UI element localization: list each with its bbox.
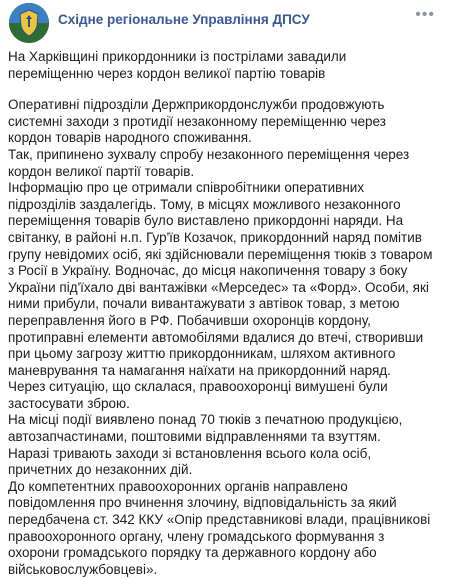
post-title: На Харківщині прикордонники із пострілами завадили переміщенню через кордон великої партію товарів — [8, 49, 347, 81]
post-text — [6, 49, 445, 578]
post-paragraph: До компетентних правоохоронних органів направлено повідомлення про вчинення злочину, відповідальність за який передбачена ст. 342 ККУ «Опір представникові влади, працівникові правоохоронного органу, члену громадського формування з охорони громадського порядку та державного кордону або військовослужбовцеві». — [8, 478, 431, 577]
post-paragraph: Через ситуацію, що склалася, правоохоронці вимушені були застосувати зброю. — [8, 379, 388, 411]
border-guard-emblem-icon — [9, 3, 49, 43]
page-avatar[interactable] — [9, 3, 49, 43]
post-header — [6, 0, 445, 46]
post-paragraph: На місці події виявлено понад 70 тюків з печатною продукцією, автозапчастинами, поштовими відправленнями та взуттям. — [8, 412, 403, 445]
post-paragraph: Оперативні підрозділи Держприкордонслужби продовжують системні заходи з протидії незаконному переміщенню через кордон товарів народного споживання. — [8, 97, 386, 146]
post-paragraph: Наразі тривають заходи зі встановлення всього кола осіб, причетних до незаконних дій. — [8, 445, 372, 478]
page-name-link[interactable]: Східне регіональне Управління ДПСУ — [58, 11, 310, 27]
post-paragraph: Інформацію про це отримали співробітники оперативних підрозділів заздалегідь. Тому, в місцях можливого незаконного переміщення товарів було виставлено прикордонні наряди. На світанку, в районі н.п. Гур'їв Козачок, прикордонний наряд помітив групу невідомих осіб, які здійснювали переміщення тюків з товаром з Росії в Україну. Водночас, до місця накопичення товару з боку України під'їхало дві вантажівки «Мерседес» та «Форд». Особи, які ними прибули, почали вивантажувати з автівок товар, з метою переправлення його в РФ. Побачивши охоронців кордону, протиправні елементи автомобілями вдалися до втечі, створивши при цьому загрозу життю прикордонникам, шляхом активного маневрування та намагання наїхати на прикордонний наряд. — [8, 180, 433, 378]
post-paragraph: Так, припинено зухвалу спробу незаконного переміщення через кордон великої партії товарів. — [8, 146, 410, 179]
ellipsis-icon[interactable]: ••• — [415, 6, 435, 23]
